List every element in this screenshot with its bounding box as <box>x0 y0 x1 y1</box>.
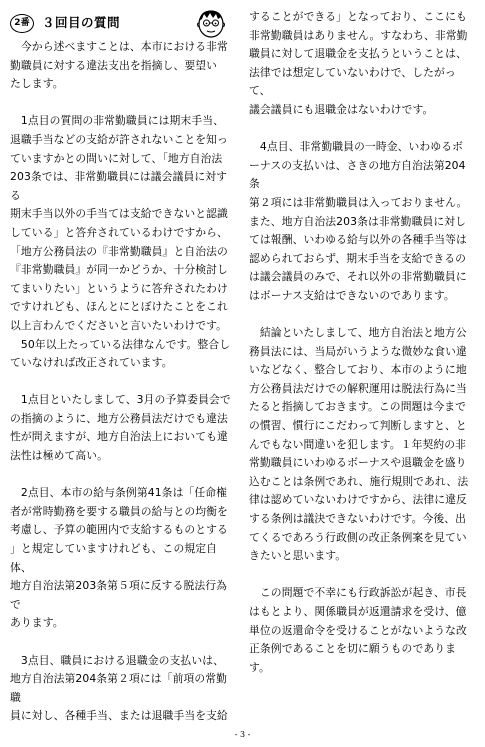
text-line: んでもない間違いを犯します。１年契約の非 <box>249 437 467 451</box>
text-line: 3点目、職員における退職金の支払いは、 <box>10 653 225 667</box>
text-line: 込むことは条例であれ、施行規則であれ、法 <box>249 474 469 488</box>
paragraph-gap <box>249 120 475 139</box>
text-line: 今から述べますことは、本市における非常 <box>10 40 228 53</box>
left-column-text <box>10 38 236 726</box>
text-line: ていなければ改正されています。 <box>10 356 173 370</box>
text-line: てくるであろう行政側の改正条例案を見てい <box>249 530 467 544</box>
paragraph-gap <box>10 633 236 652</box>
text-line: 考慮し、予算の範囲内で支給するものとする <box>10 523 228 537</box>
text-line: 203条では、非常勤職員には議会議員に対する <box>10 170 228 202</box>
text-line: は議会議員のみで、それ以外の非常勤職員に <box>249 270 467 284</box>
paragraph-gap <box>10 373 236 392</box>
text-line: ですけれども、ほんとにとぼけたことをこれ <box>10 300 228 314</box>
text-line: 『非常勤職員』が同一かどうか、十分検討し <box>10 263 228 277</box>
paragraph-gap <box>10 94 236 113</box>
right-column-text <box>249 8 475 677</box>
text-line: はもとより、関係職員が返還請求を受け、億 <box>249 605 467 618</box>
text-line: ては報酬、いわゆる給与以外の各種手当等は <box>249 233 467 247</box>
text-line: はボーナス支給はできないのであります。 <box>249 288 455 302</box>
text-line: することができる」となっており、ここにも <box>249 10 467 23</box>
paragraph-gap <box>249 566 475 585</box>
text-line: また、地方自治法203条は非常勤職員に対し <box>249 214 467 228</box>
text-line: 性が問えますが、地方自治法上においても違 <box>10 430 228 444</box>
paragraph-gap <box>249 306 475 325</box>
text-line: 「地方公務員法の『非常勤職員』と自治法の <box>10 244 228 258</box>
text-line: 員に対し、各種手当、または退職手当を支給 <box>10 709 228 723</box>
text-line: 期末手当以外の手当ては支給できないと認識 <box>10 207 228 221</box>
text-line: する条例は議決できないわけです。今後、出 <box>249 512 467 526</box>
text-line: 方公務員法だけでの解釈運用は脱法行為に当 <box>249 381 467 395</box>
text-line: 議会議員にも退職金はないわけです。 <box>249 102 434 116</box>
text-line: の指摘のように、地方公務員法だけでも違法 <box>10 411 228 425</box>
text-line: 」と規定していますけれども、この規定自体、 <box>10 542 218 574</box>
text-line: 勤職員に対する違法支出を指摘し、要望い <box>10 58 218 72</box>
text-line: 務員法には、当局がいうような微妙な食い違 <box>249 344 467 358</box>
text-line: 職員に対して退職金を支払うということは、 <box>249 47 467 61</box>
text-line: 単位の返還命令を受けることがないような改 <box>249 623 467 637</box>
text-line: 以上言わんでくださいと言いたいわけです。 <box>10 318 228 332</box>
page-number: - 3 - <box>234 730 251 739</box>
text-line: 正条例であることを切に願うものであります。 <box>249 642 457 674</box>
text-line: 法律では想定していないわけで、したがって、 <box>249 65 456 98</box>
text-line: 法性は極めて高い。 <box>10 449 109 463</box>
text-line: 結論といたしまして、地方自治法と地方公 <box>249 326 467 340</box>
paragraph-gap <box>10 466 236 485</box>
text-line: いなどなく、整合しており、本市のように地 <box>249 363 467 377</box>
text-line: てまいりたい」というように答弁されたわけ <box>10 281 228 295</box>
text-line: 非常勤職員はありません。すなわち、非常勤 <box>249 28 468 42</box>
text-line: この問題で不幸にも行政訴訟が起き、市長 <box>249 586 467 600</box>
text-line: たると指摘しておきます。この問題は今まで <box>249 400 467 414</box>
text-line: 認められておらず、期末手当を支給できるの <box>249 251 467 265</box>
text-line: たします。 <box>10 77 64 91</box>
section-title: ３回目の質問 <box>42 14 121 30</box>
text-line: きたいと思います。 <box>249 549 347 563</box>
text-line: 地方自治法第204条第２項には「前項の常勤職 <box>10 672 228 704</box>
right-column <box>249 8 475 677</box>
text-line: 50年以上たっている法律なんです。整合し <box>10 337 231 351</box>
text-line: ていますかとの問いに対して、「地方自治法 <box>10 151 223 165</box>
speaker-number-badge: 2番 <box>10 14 34 33</box>
speaker-face-icon <box>192 8 230 38</box>
text-line: あります。 <box>10 616 64 630</box>
section-heading <box>10 8 236 38</box>
text-line: 2点目、本市の給与条例第41条は「任命権 <box>10 486 228 500</box>
text-line: している」と答弁されているわけですから、 <box>10 225 228 239</box>
text-line: の慣習、慣行にこだわって判断しますと、と <box>249 419 467 433</box>
text-line: 律は認めていないわけですから、法律に違反 <box>249 493 467 507</box>
text-line: 者が常時勤務を要する職員の給与との均衡を <box>10 504 228 518</box>
text-line: 1点目の質問の非常勤職員には期末手当、 <box>10 114 225 128</box>
left-column <box>10 8 236 726</box>
text-line: 常勤職員にいわゆるボーナスや退職金を盛り <box>249 456 467 470</box>
text-line: ーナスの支払いは、さきの地方自治法第204条 <box>249 158 466 191</box>
text-line: 第２項には非常勤職員は入っておりません。 <box>249 195 468 209</box>
text-line: 4点目、非常勤職員の一時金、いわゆるボ <box>249 140 464 154</box>
text-line: 退職手当などの支給が許されないことを知っ <box>10 132 228 146</box>
text-line: 1点目といたしまして、3月の予算委員会で <box>10 393 231 407</box>
text-line: 地方自治法第203条第５項に反する脱法行為で <box>10 579 228 611</box>
